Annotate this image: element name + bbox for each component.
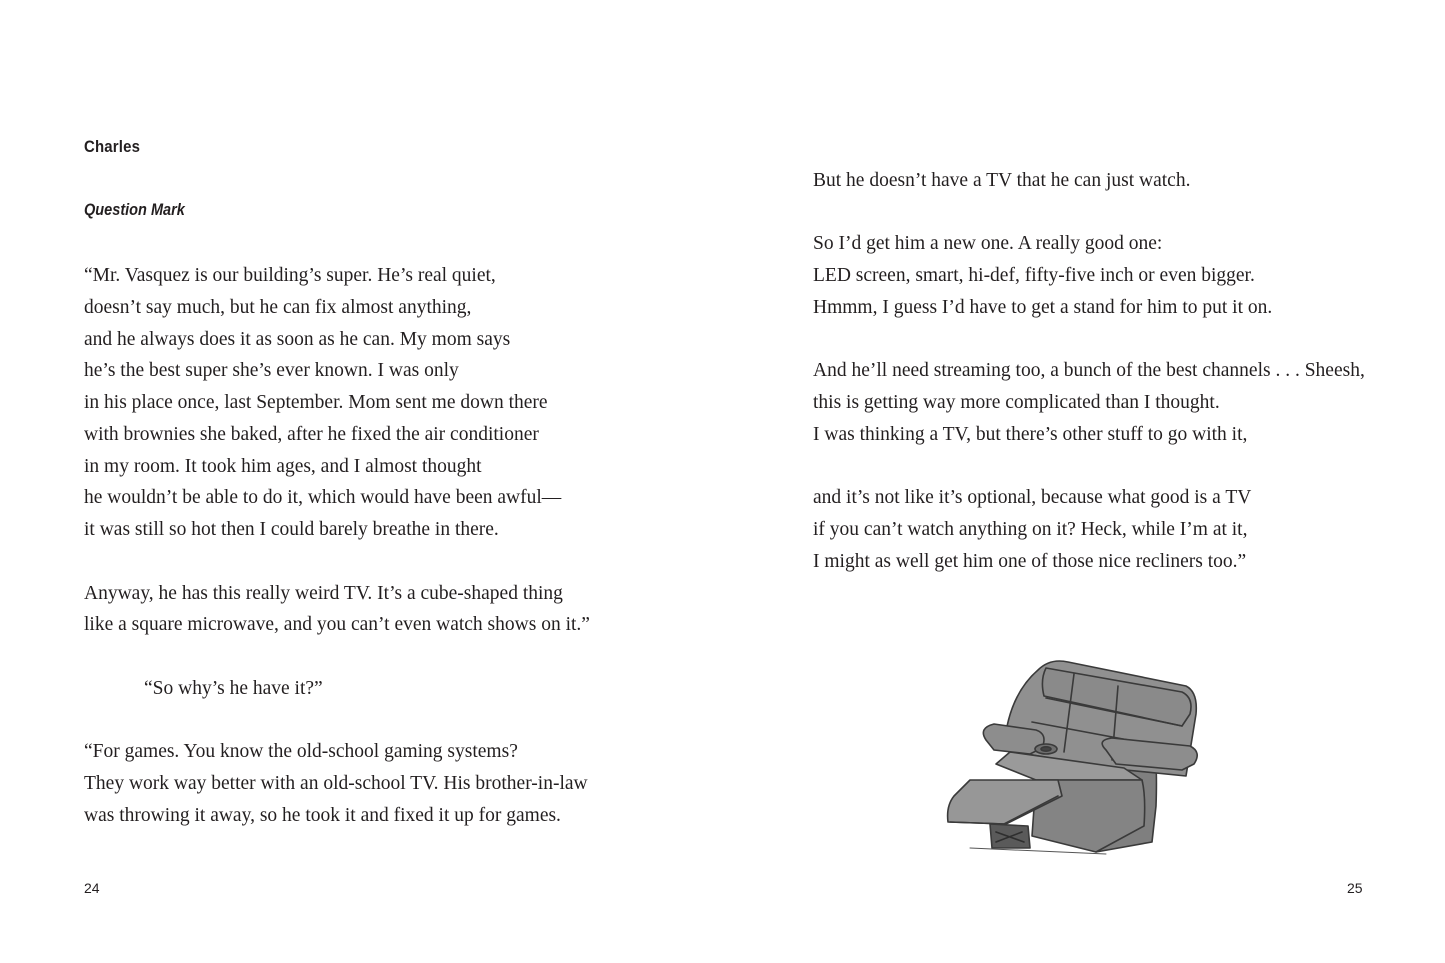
- text-line: “Mr. Vasquez is our building’s super. He’s real quiet,: [84, 265, 496, 286]
- text-line: doesn’t say much, but he can fix almost anything,: [84, 297, 472, 318]
- left-page: [0, 0, 722, 963]
- text-line: “For games. You know the old-school gaming systems?: [84, 741, 518, 762]
- text-line: and it’s not like it’s optional, because what good is a TV: [813, 487, 1252, 508]
- text-line: But he doesn’t have a TV that he can just watch.: [813, 170, 1191, 191]
- text-line: Anyway, he has this really weird TV. It’s a cube-shaped thing: [84, 583, 563, 604]
- recliner-illustration: [946, 656, 1208, 856]
- right-page: [722, 0, 1445, 963]
- text-line: and he always does it as soon as he can. My mom says: [84, 329, 511, 350]
- page-number: 25: [1347, 880, 1363, 896]
- text-line: in his place once, last September. Mom sent me down there: [84, 392, 548, 413]
- text-line: like a square microwave, and you can’t even watch shows on it.”: [84, 614, 590, 635]
- text-line: in my room. It took him ages, and I almost thought: [84, 456, 482, 477]
- text-line: it was still so hot then I could barely breathe in there.: [84, 519, 499, 540]
- text-line: this is getting way more complicated than I thought.: [813, 392, 1220, 413]
- text-line: I was thinking a TV, but there’s other stuff to go with it,: [813, 424, 1248, 445]
- page-number: 24: [84, 880, 100, 896]
- speaker-name: Charles: [84, 137, 141, 156]
- text-line: with brownies she baked, after he fixed the air conditioner: [84, 424, 539, 445]
- text-line: if you can’t watch anything on it? Heck, while I’m at it,: [813, 519, 1248, 540]
- text-line: he’s the best super she’s ever known. I was only: [84, 360, 459, 381]
- poem-title: Question Mark: [84, 201, 185, 219]
- text-line: So I’d get him a new one. A really good one:: [813, 233, 1163, 254]
- text-line: he wouldn’t be able to do it, which would have been awful—: [84, 487, 562, 508]
- text-line: Hmmm, I guess I’d have to get a stand for him to put it on.: [813, 297, 1273, 318]
- text-line: “So why’s he have it?”: [144, 678, 323, 699]
- text-line: LED screen, smart, hi-def, fifty-five inch or even bigger.: [813, 265, 1255, 286]
- text-line: They work way better with an old-school TV. His brother-in-law: [84, 773, 588, 794]
- text-line: I might as well get him one of those nice recliners too.”: [813, 551, 1247, 572]
- text-line: was throwing it away, so he took it and fixed it up for games.: [84, 805, 561, 826]
- text-line: And he’ll need streaming too, a bunch of the best channels . . . Sheesh,: [813, 360, 1365, 381]
